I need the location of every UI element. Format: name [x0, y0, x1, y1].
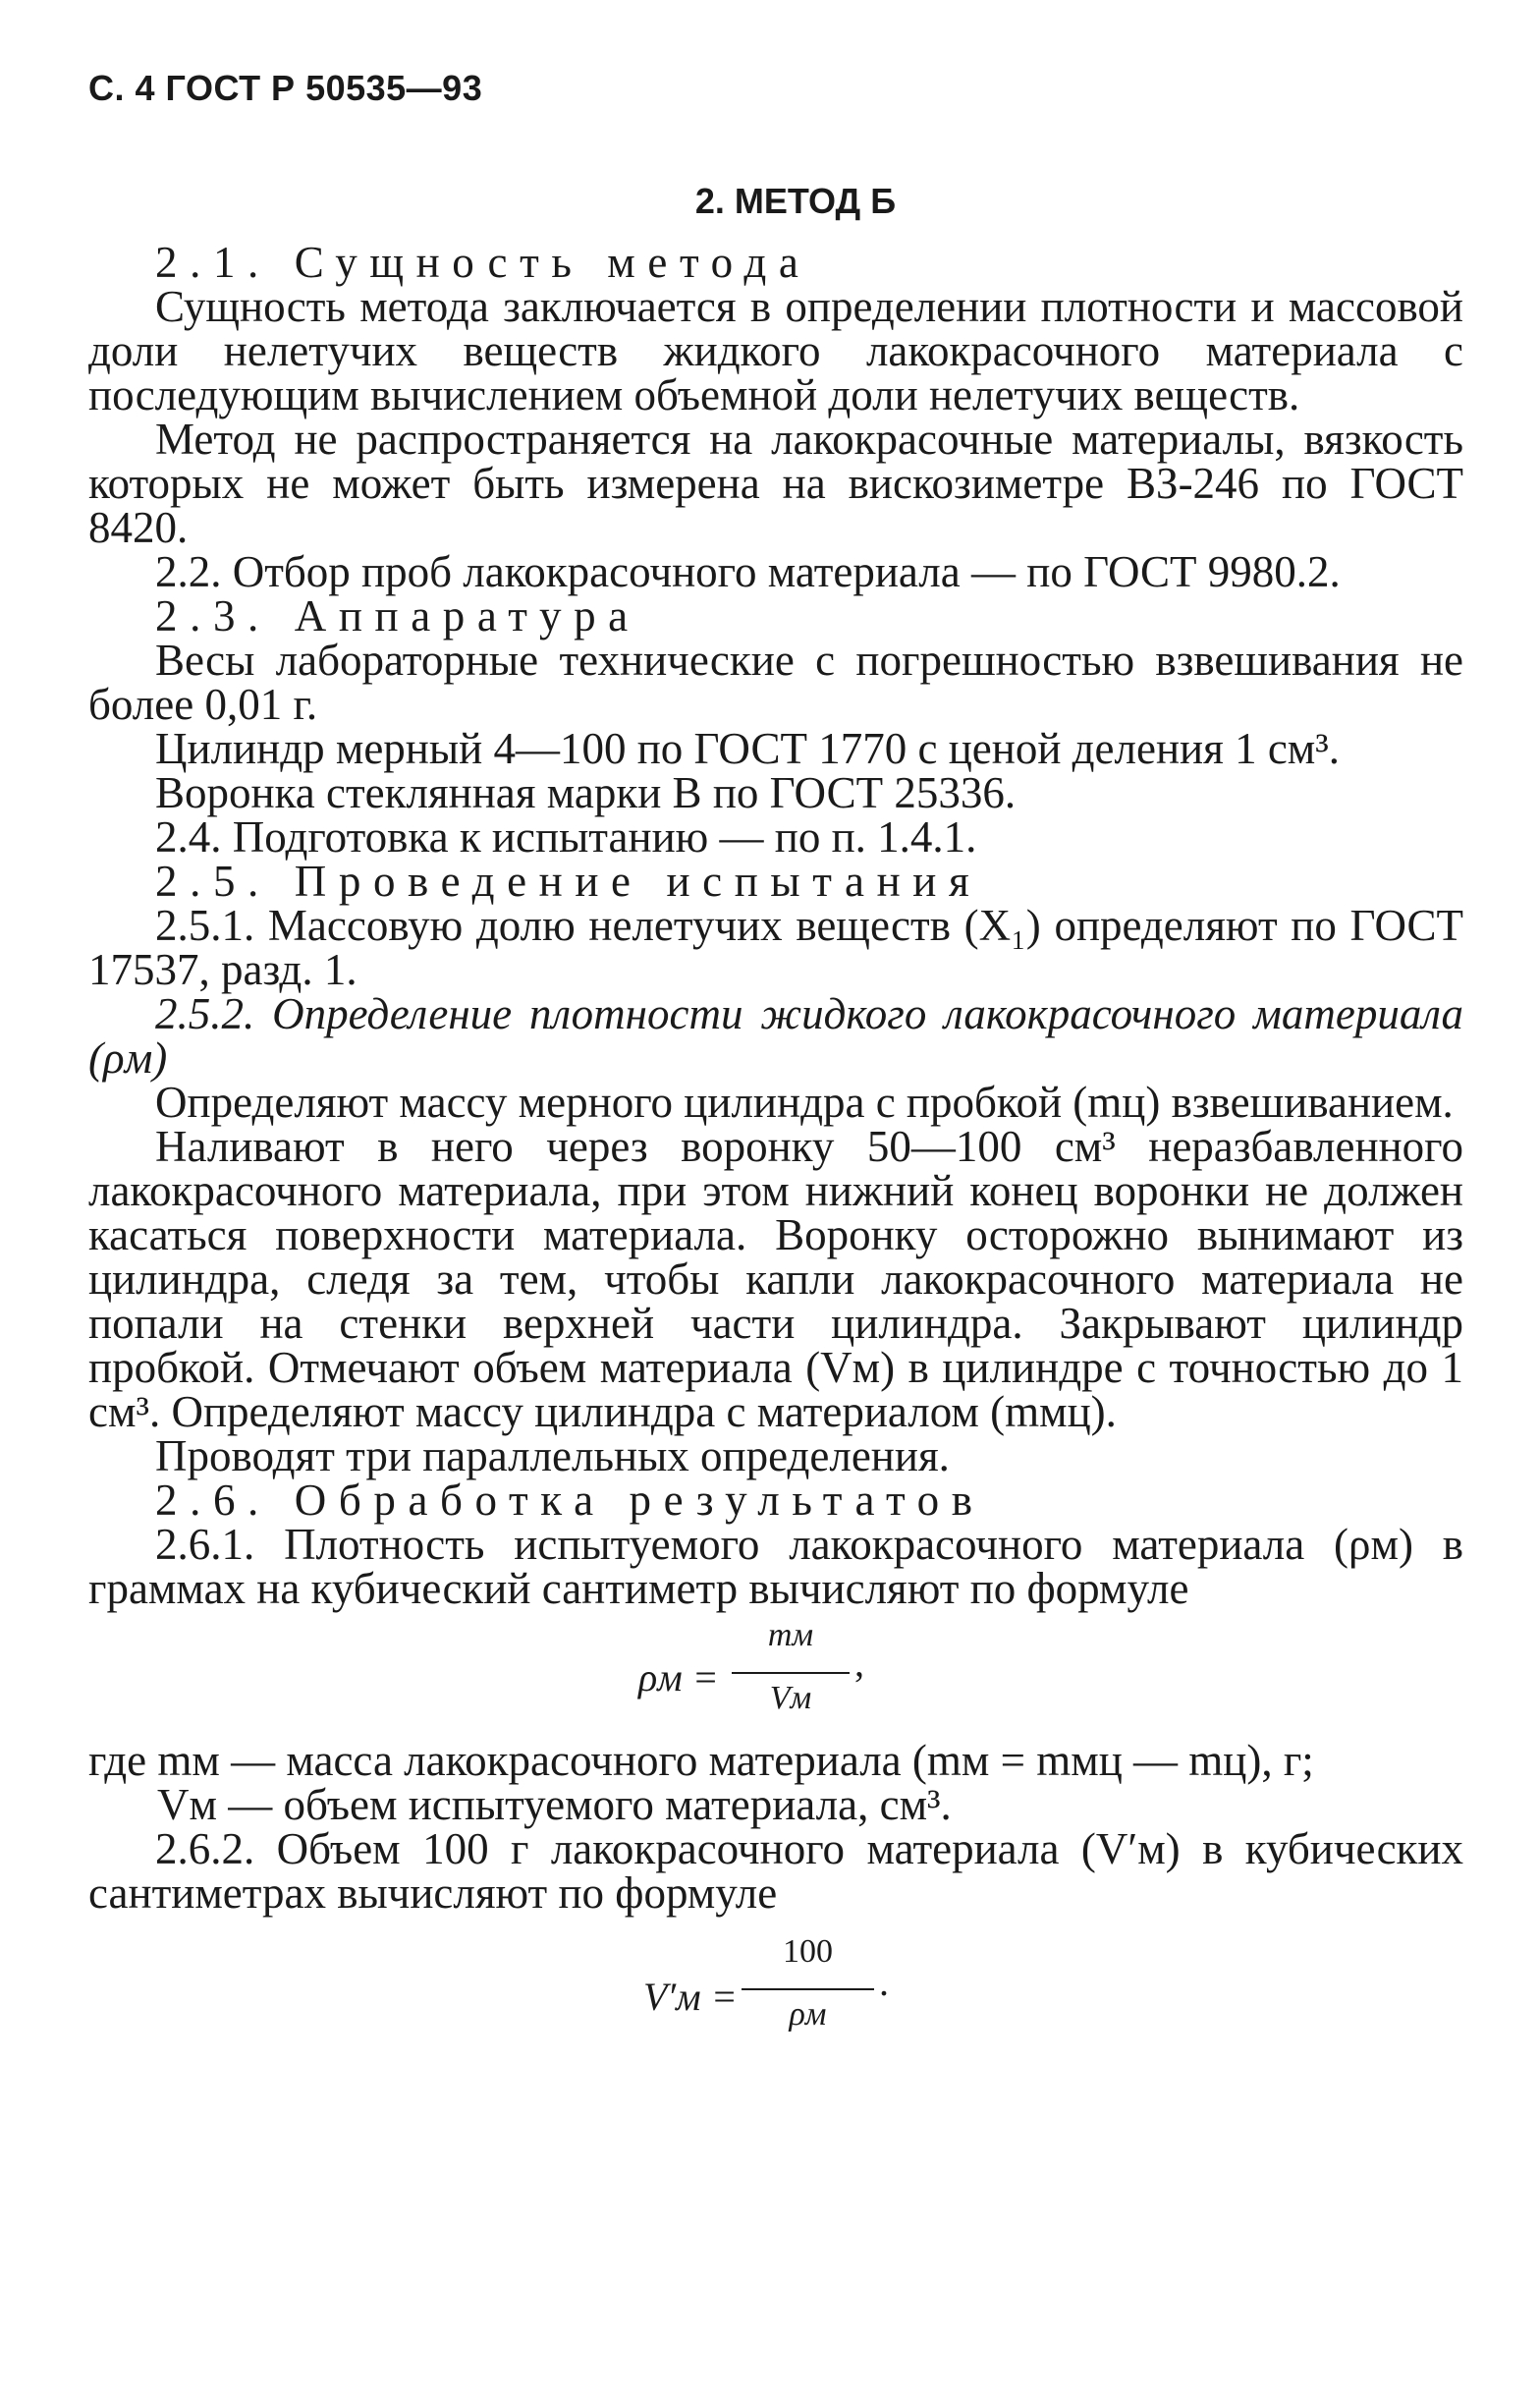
paragraph: Воронка стеклянная марки В по ГОСТ 25336.	[155, 768, 1017, 817]
subsection-heading-2-3: 2.3. Аппаратура	[155, 591, 640, 641]
volume-formula	[88, 1916, 1463, 2043]
paragraph: 2.2. Отбор проб лакокрасочного материала — по ГОСТ 9980.2.	[155, 547, 1341, 596]
paragraph: Цилиндр мерный 4—100 по ГОСТ 1770 с ценой деления 1 см³.	[155, 724, 1341, 773]
formula-lhs: V′м =	[643, 1975, 738, 2019]
where-line: Vм — объем испытуемого материала, см³.	[157, 1780, 952, 1829]
where-line: где mм — масса лакокрасочного материала (mм = mмц — mц), г;	[88, 1736, 1314, 1785]
formula-denominator: ρм	[789, 1996, 827, 2033]
formula-punctuation: .	[879, 1960, 889, 2004]
formula-denominator: Vм	[769, 1680, 812, 1716]
document-page	[88, 69, 1463, 2043]
formula-fraction	[732, 1611, 850, 1723]
paragraph: Определяют массу мерного цилиндра с пробкой (mц) взвешиванием.	[155, 1078, 1454, 1127]
formula-punctuation: ,	[854, 1641, 864, 1685]
paragraph: Метод не распространяется на лакокрасочные материалы, вязкость которых не может быть измерена на вискозиметре ВЗ-246 по ГОСТ 8420.	[88, 415, 1463, 552]
paragraph: Наливают в него через воронку 50—100 см³ неразбавленного лакокрасочного материала, при этом нижний конец воронки не должен касаться поверхности материала. Воронку осторожно вынимают из цилиндра, следя за тем, чтобы капли лакокрасочного материала не попали на стенки верхней части цилиндра. Закрывают цилиндр пробкой. Отмечают объем материала (Vм) в цилиндре с точностью до 1 см³. Определяют массу цилиндра с материалом (mмц).	[88, 1122, 1463, 1436]
paragraph: Сущность метода заключается в определении плотности и массовой доли нелетучих веществ жидкого лакокрасочного материала с последующим вычислением объемной доли нелетучих веществ.	[88, 282, 1463, 419]
paragraph: Проводят три параллельных определения.	[155, 1431, 950, 1480]
formula-lhs: ρм =	[638, 1655, 719, 1699]
formula-numerator: 100	[783, 1933, 833, 1970]
paragraph-italic-heading: 2.5.2. Определение плотности жидкого лакокрасочного материала (ρм)	[88, 989, 1463, 1083]
density-formula	[88, 1611, 1463, 1739]
page-header: С. 4 ГОСТ Р 50535—93	[88, 68, 483, 108]
paragraph: 2.6.2. Объем 100 г лакокрасочного материала (V′м) в кубических сантиметрах вычисляют по формуле	[88, 1824, 1463, 1918]
section-title: 2. МЕТОД Б	[694, 181, 897, 221]
paragraph: 2.5.1. Массовую долю нелетучих веществ (X₁) определяют по ГОСТ 17537, разд. 1.	[88, 901, 1463, 994]
paragraph: Весы лабораторные технические с погрешностью взвешивания не более 0,01 г.	[88, 636, 1463, 729]
formula-numerator: mм	[767, 1617, 814, 1653]
subsection-heading-2-1: 2.1. Сущность метода	[155, 238, 811, 287]
paragraph: 2.6.1. Плотность испытуемого лакокрасочного материала (ρм) в граммах на кубический сантиметр вычисляют по формуле	[88, 1520, 1463, 1613]
subsection-heading-2-6: 2.6. Обработка результатов	[155, 1476, 985, 1525]
subsection-heading-2-5: 2.5. Проведение испытания	[155, 857, 982, 906]
formula-fraction	[742, 1927, 874, 2039]
paragraph: 2.4. Подготовка к испытанию — по п. 1.4.1.	[155, 812, 977, 862]
